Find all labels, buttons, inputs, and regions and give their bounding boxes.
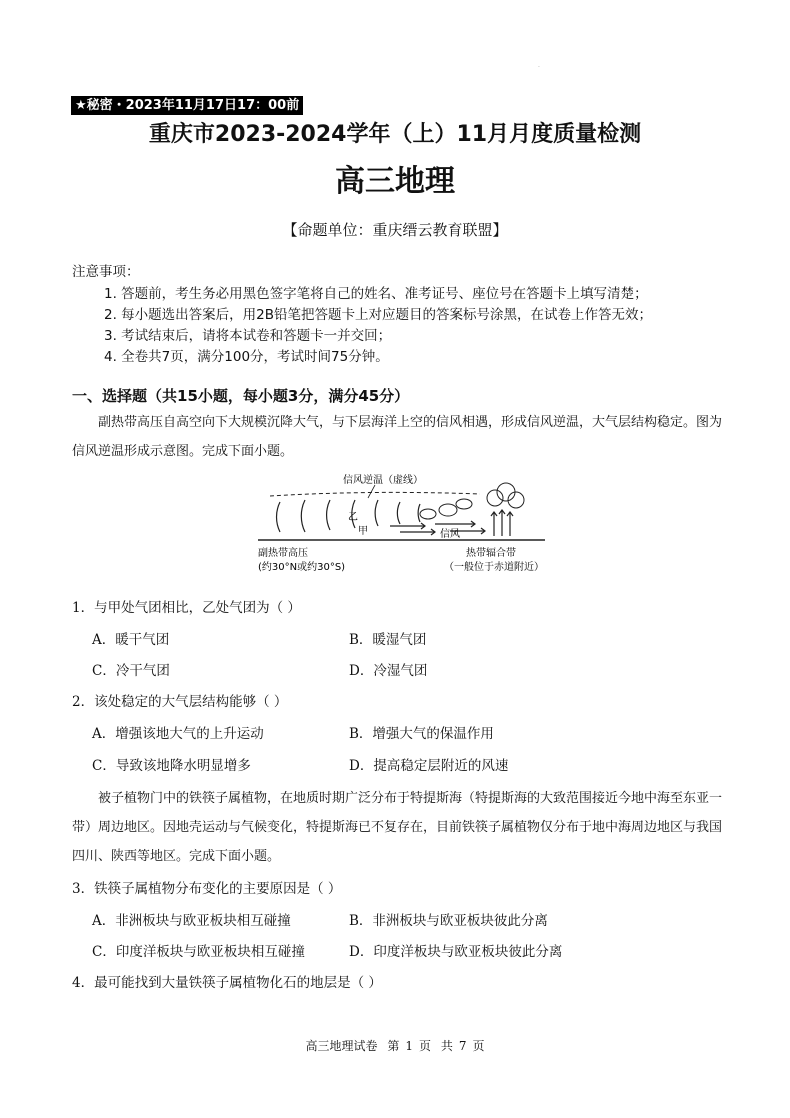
passage-2: 被子植物门中的铁筷子属植物，在地质时期广泛分布于特提斯海（特提斯海的大致范围接近今地中海至东亚一带）周边地区。因地壳运动与气候变化，特提斯海已不复存在，目前铁筷子属植物仅分布于地中海周边地区与我国四川、陕西等地区。完成下面小题。 — [72, 791, 723, 864]
option-a: A．暖干气团 — [92, 632, 170, 648]
trade-wind-arrows — [390, 521, 485, 535]
passage-1: 副热带高压自高空向下大规模沉降大气，与下层海洋上空的信风相遇，形成信风逆温，大气层结构稳定。图为信风逆温形成示意图。完成下面小题。 — [72, 415, 723, 459]
option-d: D．印度洋板块与欧亚板块彼此分离 — [349, 944, 563, 960]
footer-exam: 高三地理试卷 — [305, 1039, 378, 1053]
footer-page-number: 1 — [405, 1039, 413, 1053]
exam-unit: 【命题单位：重庆缙云教育联盟】 — [282, 221, 508, 239]
rising-air-arrows — [491, 510, 513, 536]
question-stem: 3．铁筷子属植物分布变化的主要原因是（ ） — [72, 881, 342, 897]
option-b: B．增强大气的保温作用 — [349, 726, 494, 742]
option-a: A．增强该地大气的上升运动 — [92, 726, 264, 742]
itcz-cloud — [487, 483, 524, 508]
exam-title: 重庆市2023-2024学年（上）11月月度质量检测 — [148, 122, 642, 147]
exam-subject: 高三地理 — [335, 164, 455, 199]
footer-page-prefix: 第 — [387, 1039, 400, 1053]
right-label-1: 热带辐合带 — [466, 548, 516, 559]
footer-total-suffix: 页 — [472, 1039, 485, 1053]
corner-dot: . — [538, 62, 540, 69]
right-label-2: （一般位于赤道附近） — [444, 562, 544, 573]
option-c: C．印度洋板块与欧亚板块相互碰撞 — [92, 944, 305, 960]
diagram-top-label: 信风逆温（虚线） — [343, 475, 423, 486]
diagram-svg — [250, 470, 550, 580]
question-stem: 1．与甲处气团相比，乙处气团为（ ） — [72, 600, 301, 616]
page-footer — [0, 1036, 790, 1056]
option-a: A．非洲板块与欧亚板块相互碰撞 — [92, 913, 291, 929]
left-label-2: (约30°N或约30°S) — [258, 562, 346, 573]
option-d: D．冷湿气团 — [349, 663, 428, 679]
notice-heading: 注意事项： — [72, 264, 140, 280]
secret-label: ★秘密・2023年11月17日17：00前 — [71, 96, 303, 115]
footer-total-pages: 7 — [458, 1039, 467, 1053]
option-c: C．导致该地降水明显增多 — [92, 758, 251, 774]
left-label-1: 副热带高压 — [258, 548, 308, 559]
notice-item: 3. 考试结束后，请将本试卷和答题卡一并交回； — [104, 328, 392, 344]
option-b: B．非洲板块与欧亚板块彼此分离 — [349, 913, 548, 929]
option-b: B．暖湿气团 — [349, 632, 427, 648]
notice-item: 4. 全卷共7页，满分100分，考试时间75分钟。 — [104, 349, 389, 365]
option-c: C．冷干气团 — [92, 663, 170, 679]
section-heading: 一、选择题（共15小题，每小题3分，满分45分） — [72, 387, 410, 405]
notice-item: 2. 每小题选出答案后，用2B铅笔把答题卡上对应题目的答案标号涂黑，在试卷上作答无效； — [104, 307, 653, 323]
notice-item: 1. 答题前，考生务必用黑色签字笔将自己的姓名、准考证号、座位号在答题卡上填写清楚； — [104, 286, 648, 302]
footer-page-suffix: 页 — [418, 1039, 431, 1053]
label-wind: 信风 — [440, 529, 460, 540]
cloud-puffs — [420, 499, 472, 519]
footer-total-prefix: 共 — [440, 1039, 453, 1053]
question-stem: 2．该处稳定的大气层结构能够（ ） — [72, 694, 288, 710]
question-stem: 4．最可能找到大量铁筷子属植物化石的地层是（ ） — [72, 975, 382, 991]
option-d: D．提高稳定层附近的风速 — [349, 758, 509, 774]
inversion-dashed-line — [270, 492, 480, 496]
trade-wind-inversion-diagram — [250, 470, 550, 580]
label-jia: 甲 — [358, 526, 368, 537]
label-yi: 乙 — [348, 512, 358, 523]
